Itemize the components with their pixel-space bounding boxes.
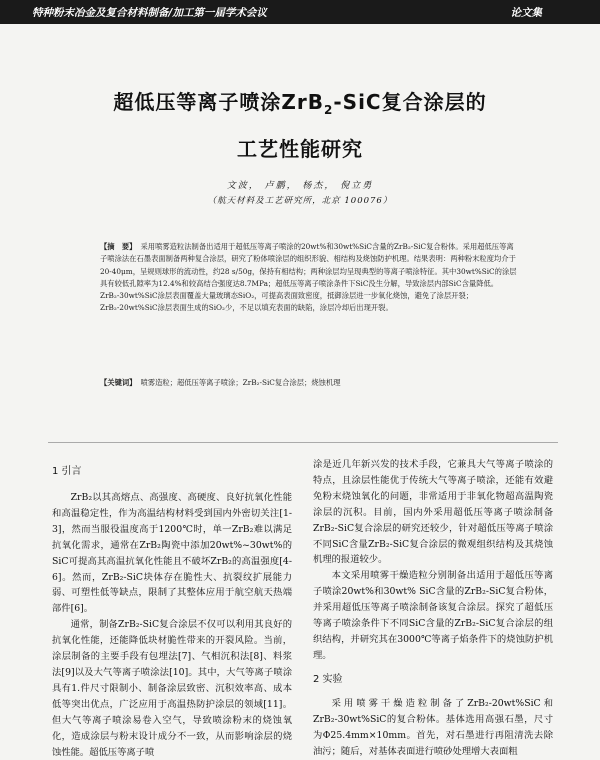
paper-title-line2: 工艺性能研究 <box>237 137 363 161</box>
authors: 文波， 卢鹏， 杨杰， 倪立勇 <box>226 181 374 191</box>
affiliation: （航天材料及工艺研究所，北京 100076） <box>207 196 393 206</box>
abstract-label: 【摘 要】 <box>100 242 137 251</box>
section-label: 论文集 <box>510 7 542 19</box>
section-heading-experiment: 2 实验 <box>313 673 343 685</box>
section-divider <box>48 442 558 443</box>
header-banner <box>0 0 600 24</box>
keywords <box>100 378 520 388</box>
experiment-paragraph-1: 采用喷雾干燥造粒制备了ZrB₂-20wt%SiC和ZrB₂-30wt%SiC的复合粉体。基体选用高强石墨，尺寸为Φ25.4mm×10mm。首先，对石墨进行再阻清洗去除油污；随后，对基体表面进行喷砂处理增大表面粗 <box>313 697 553 757</box>
right-column <box>313 457 553 759</box>
keywords-label: 【关键词】 <box>100 378 137 387</box>
conference-title: 特种粉末冶金及复合材料制备/加工第一届学术会议 <box>32 7 267 19</box>
keywords-text: 喷雾造粒；超低压等离子喷涂；ZrB₂-SiC复合涂层；烧蚀机理 <box>140 378 341 387</box>
paper-title-line1: 超低压等离子喷涂ZrB$_2$-SiC复合涂层的 <box>113 90 487 117</box>
abstract <box>100 241 520 315</box>
left-column <box>52 464 292 760</box>
intro-paragraph-3: 涂是近几年新兴发的技术手段，它兼具大气等离子喷涂的特点，且涂层性能优于传统大气等离子喷涂，还能有效避免粉末烧蚀氧化的问题，非常适用于非氧化物超高温陶瓷涂层的沉积。目前，国内外采用超低压等离子喷涂制备ZrB₂-SiC复合涂层的研究还较少，针对超低压等离子喷涂不同SiC含量ZrB₂-SiC复合涂层的微观组织结构及其烧蚀机理的报道较少。 <box>313 459 553 566</box>
intro-paragraph-2: 通常，制备ZrB₂-SiC复合涂层不仅可以利用其良好的抗氧化性能，还能降低块材脆性带来的开裂风险。当前，涂层制备的主要手段有包埋法[7]、气相沉积法[8]、料浆法[9]以及大气等离子喷涂法[10]。其中，大气等离子喷涂具有1.件尺寸限制小、制备涂层致密、沉积效率高、成本低等突出优点，广泛应用于高温热防护涂层的领域[11]。但大气等离子喷涂易卷入空气，导致喷涂粉末的烧蚀氧化，造成涂层与粉末设计成分不一致，从而影响涂层的烧蚀性能。超低压等离子喷 <box>52 619 292 758</box>
abstract-text: 采用喷雾造粒法制备出适用于超低压等离子喷涂的20wt%和30wt%SiC含量的ZrB₂-SiC复合粉体。采用超低压等离子喷涂法在石墨表面制备两种复合涂层，研究了粉体喷涂层的组织形貌、相结构及烧蚀防护机理。结果表明：两种粉末粒度均介于20-40μm，呈规则球形的流动性，约28 s/50g，保持有相结构；两种涂层均呈现典型的等离子喷涂特征。其中30wt%SiC的涂层具有较低孔隙率为12.4%和较高结合强度达8.7MPa；超低压等离子喷涂条件下SiC没生分解，导致涂层内部SiC含量降低。ZrB₂-30wt%SiC涂层表面覆盖大量玻璃态SiO₂，可提高表面致密度，抵御涂层进一步氧化烧蚀，避免了涂层开裂；ZrB₂-20wt%SiC涂层表面生成的SiO₂少，不足以填充表面的缺陷，涂层冷却后出现开裂。 <box>100 242 517 313</box>
section-heading-intro: 1 引言 <box>52 466 82 477</box>
intro-paragraph-1: ZrB₂以其高熔点、高强度、高硬度、良好抗氧化性能和高温稳定性，作为高温结构材料受到国内外密切关注[1-3]，然而当服役温度高于1200℃时，单一ZrB₂难以满足抗氧化需求，通常在ZrB₂陶瓷中添加20wt%~30wt%的SiC可提高其高温抗氧化性能且不破坏ZrB₂的高温强度[4-6]。然而，ZrB₂-SiC块体存在脆性大、抗裂纹扩展能力弱、可塑性低等缺点，限制了其整体应用于航空航天热端部件[6]。 <box>52 492 292 615</box>
intro-paragraph-4: 本文采用喷雾干燥造粒分别制备出适用于超低压等离子喷涂20wt%和30wt% SiC含量的ZrB₂-SiC复合粉体，并采用超低压等离子喷涂制备该复合涂层。探究了超低压等离子喷涂条件下不同SiC含量的ZrB₂-SiC复合涂层的组织结构，并研究其在3000℃等离子焰条件下的烧蚀防护机理。 <box>313 570 553 661</box>
